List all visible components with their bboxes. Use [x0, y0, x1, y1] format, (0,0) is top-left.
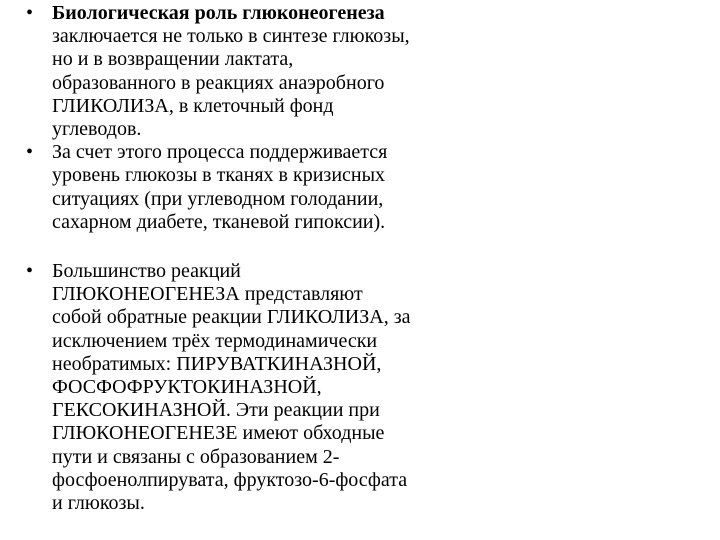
bullet-marker: •	[26, 2, 34, 24]
bullet-item-reverse-reactions	[26, 260, 496, 515]
bullet-line: ситуациях (при углеводном голодании,	[52, 187, 384, 210]
bullet-line: фосфоенолпирувата, фруктозо-6-фосфата	[52, 468, 408, 491]
bullet-line: сахарном диабете, тканевой гипоксии).	[52, 210, 386, 233]
bullet-line: ГЛЮКОНЕОГЕНЕЗА представляют	[52, 283, 363, 306]
bullet-line: необратимых: ПИРУВАТКИНАЗНОЙ,	[52, 352, 382, 375]
bullet-item-gluconeogenesis-role	[26, 2, 496, 141]
bullet-line: собой обратные реакции ГЛИКОЛИЗА, за	[52, 306, 411, 329]
bullet-line: пути и связаны с образованием 2-	[52, 445, 340, 468]
bullet-item-glucose-level	[26, 141, 496, 234]
bullet-marker: •	[26, 141, 34, 164]
bullet-line: ГЕКСОКИНАЗНОЙ. Эти реакции при	[52, 399, 380, 422]
bullet-line: образованного в реакциях анаэробного	[52, 71, 385, 94]
bullet-line: углеводов.	[52, 118, 142, 141]
bullet-marker: •	[26, 260, 34, 283]
bullet-heading-line: Биологическая роль глюконеогенеза	[52, 2, 385, 24]
bullet-line: и глюкозы.	[52, 492, 145, 515]
bullet-line: За счет этого процесса поддерживается	[52, 141, 388, 164]
bullet-line: заключается не только в синтезе глюкозы,	[52, 25, 410, 48]
bullet-line: но и в возвращении лактата,	[52, 48, 294, 71]
bullet-line: ГЛЮКОНЕОГЕНЕЗЕ имеют обходные	[52, 422, 385, 445]
bullet-list	[26, 2, 496, 515]
bullet-line: Большинство реакций	[52, 260, 241, 283]
bullet-line: ГЛИКОЛИЗА, в клеточный фонд	[52, 94, 334, 117]
bullet-line: ФОСФОФРУКТОКИНАЗНОЙ,	[52, 376, 322, 399]
bullet-line: исключением трёх термодинамически	[52, 329, 378, 352]
bullet-line: уровень глюкозы в тканях в кризисных	[52, 164, 386, 187]
